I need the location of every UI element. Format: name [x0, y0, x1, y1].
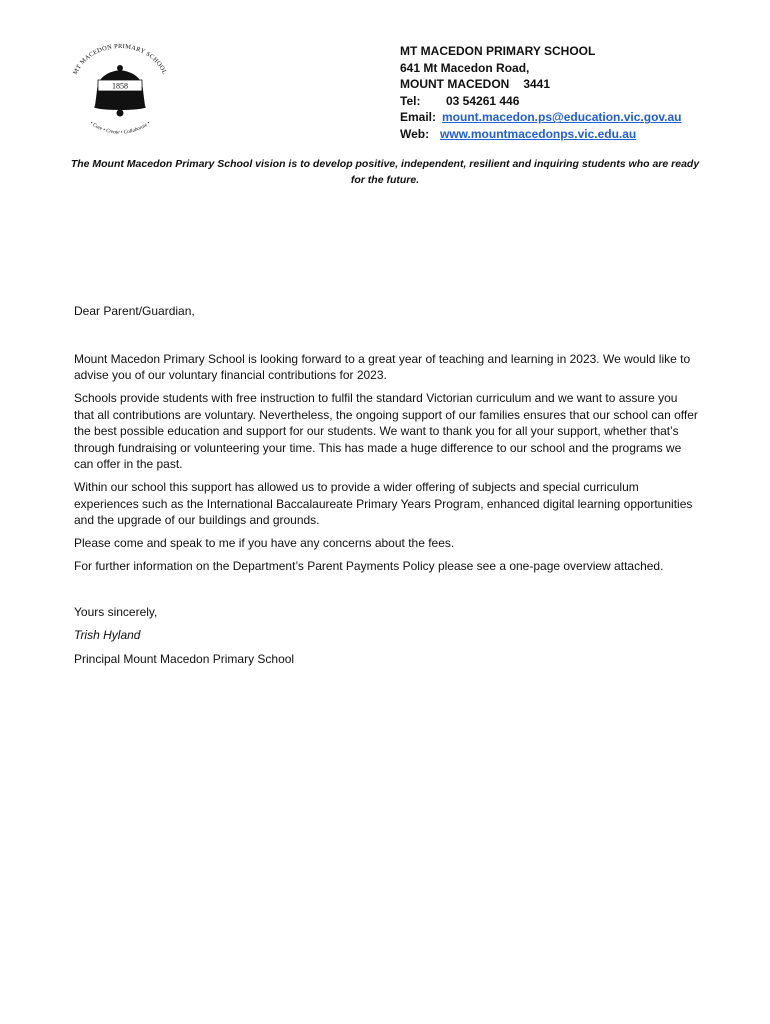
logo-motto: • Care • Create • Collaborate •: [88, 120, 152, 136]
phone-label: Tel:: [400, 93, 421, 108]
signature-title: Principal Mount Macedon Primary School: [74, 651, 295, 666]
email-line: [400, 109, 750, 126]
paragraph: Please come and speak to me if you have any concerns about the fees.: [74, 536, 455, 550]
vision-statement: The Mount Macedon Primary School vision is to develop positive, independent, resilient and inquiring students who are ready for the future.: [70, 158, 700, 186]
web-line: [400, 126, 750, 143]
website-link[interactable]: www.mountmacedonps.vic.edu.au: [440, 126, 637, 141]
town-name: MOUNT MACEDON: [400, 77, 510, 92]
phone-line: [400, 93, 750, 110]
paragraph: Within our school this support has allowed us to provide a wider offering of subjects and special curriculum experiences such as the International Baccalaureate Primary Years Program, enhanced digital learning opportunities and the upgrade of our buildings and grounds.: [74, 480, 693, 527]
phone-number: 03 54261 446: [446, 93, 520, 108]
letter-body: [74, 303, 699, 667]
school-contact-block: [400, 43, 750, 143]
school-logo: [62, 40, 178, 140]
paragraph: Mount Macedon Primary School is looking forward to a great year of teaching and learning in 2023. We would like to advise you of our voluntary financial contributions for 2023.: [74, 351, 691, 382]
signature-name: Trish Hyland: [74, 628, 141, 642]
closing: Yours sincerely,: [74, 604, 158, 619]
email-label: Email:: [400, 110, 437, 125]
paragraph: Schools provide students with free instruction to fulfil the standard Victorian curriculum and we want to assure you that all contributions are voluntary. Nevertheless, the ongoing support of our families ensures that our school can offer the best possible education and support for our students. We want to thank you for all your support, whether that’s through fundraising or volunteering your time. This has made a huge difference to our school and the programs we can offer in the past.: [74, 391, 698, 471]
street-address: 641 Mt Macedon Road,: [400, 60, 530, 75]
logo-year: 1858: [112, 81, 128, 91]
bell-crest-icon: [62, 40, 178, 140]
postcode: 3441: [523, 77, 551, 92]
school-name: MT MACEDON PRIMARY SCHOOL: [400, 44, 596, 58]
email-link[interactable]: mount.macedon.ps@education.vic.gov.au: [442, 110, 682, 125]
web-label: Web:: [400, 126, 430, 141]
town-line: [400, 76, 750, 93]
paragraph: For further information on the Department’s Parent Payments Policy please see a one-page overview attached.: [74, 559, 664, 573]
logo-arc-text: MT MACEDON PRIMARY SCHOOL: [71, 42, 169, 76]
salutation: Dear Parent/Guardian,: [74, 304, 195, 318]
